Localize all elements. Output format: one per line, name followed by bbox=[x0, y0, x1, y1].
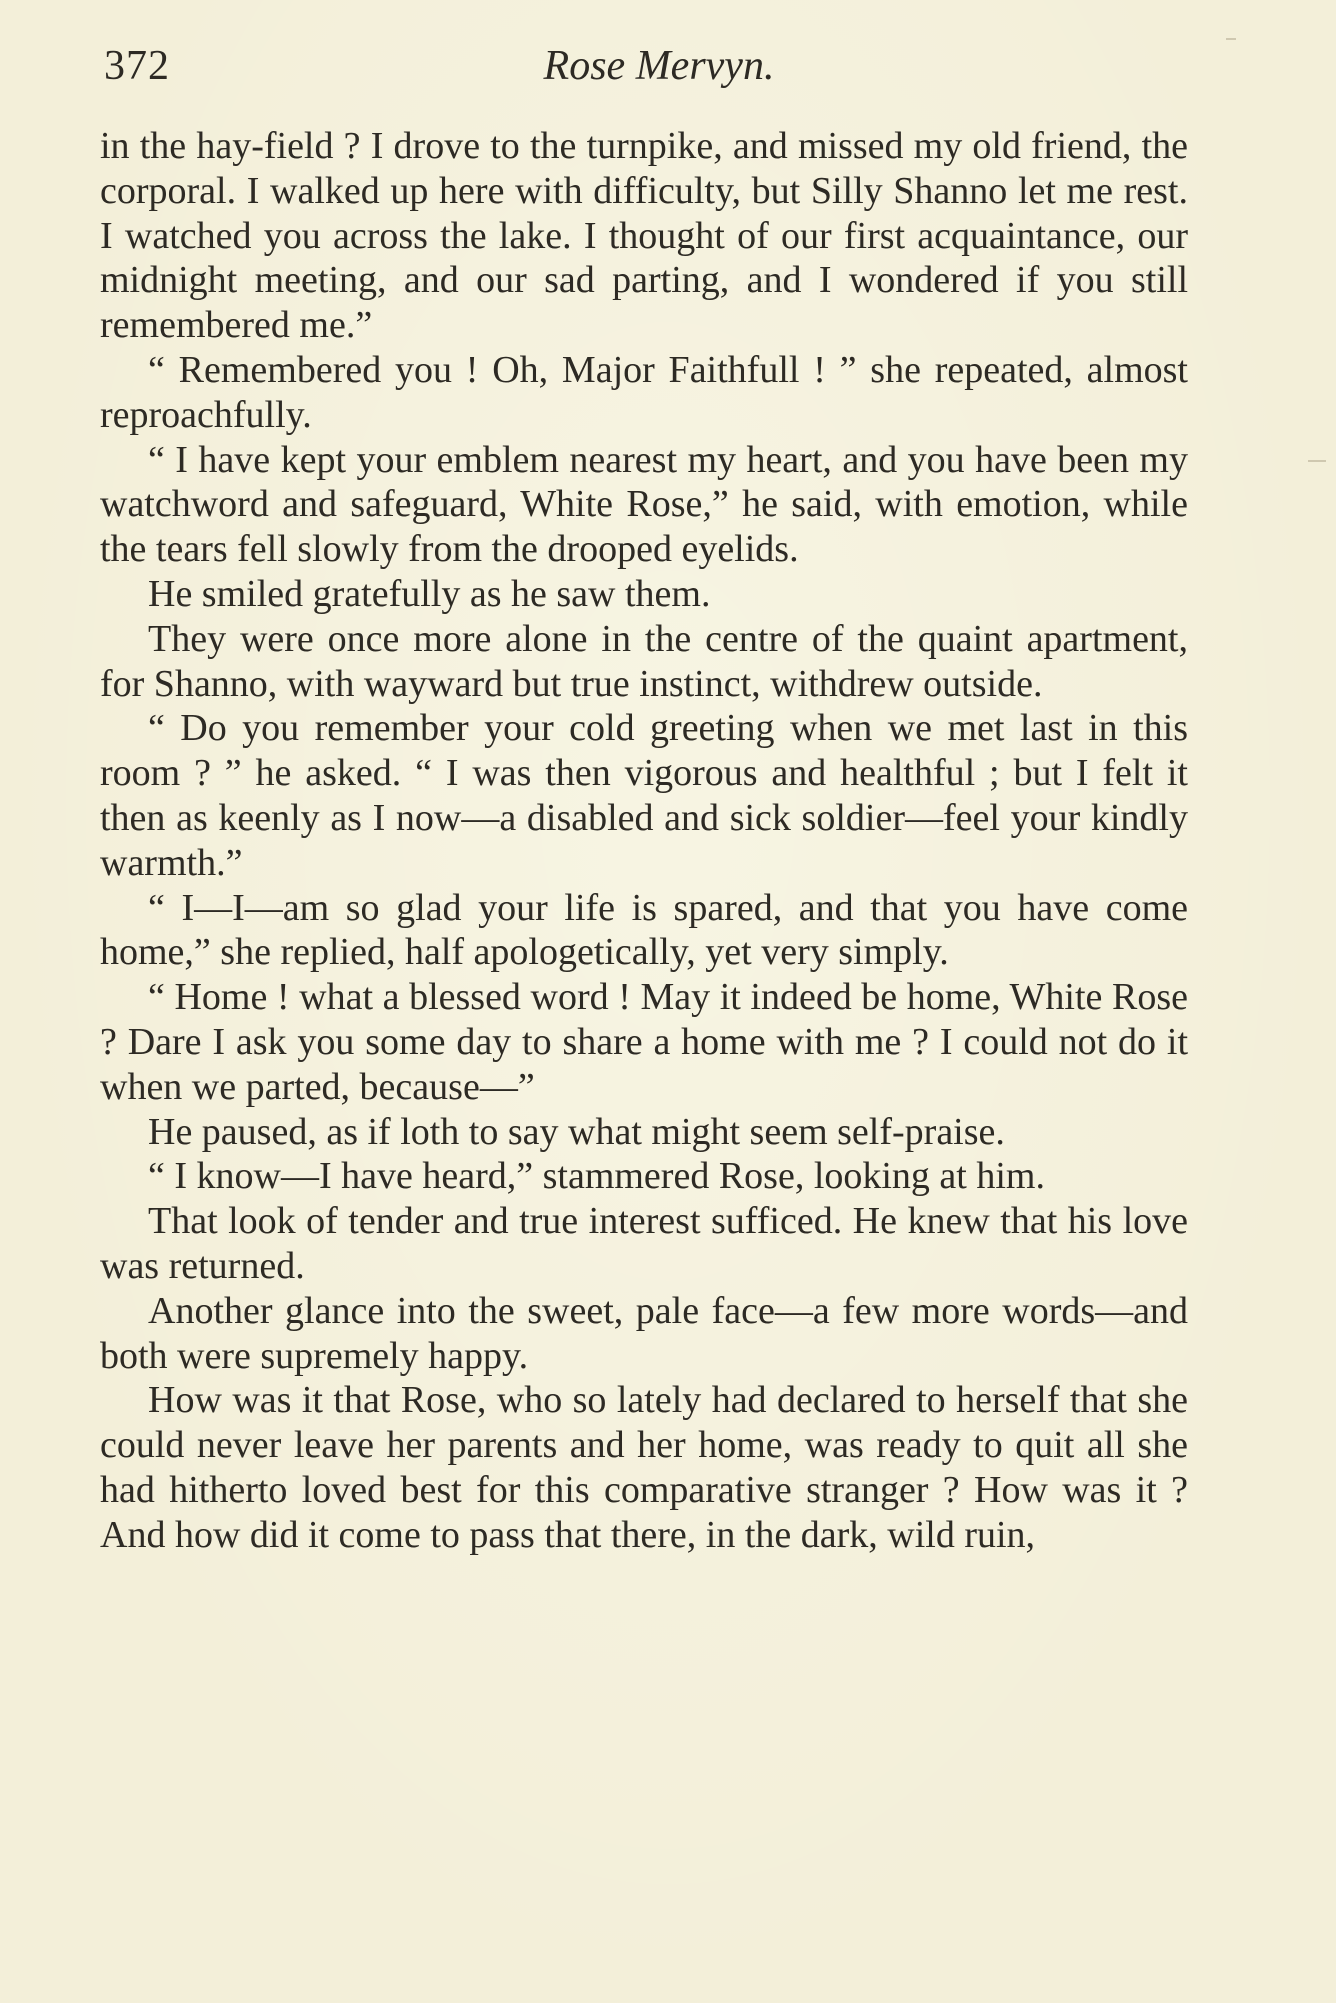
edge-speck bbox=[1308, 460, 1326, 462]
paragraph: Another glance into the sweet, pale face—a few more words—and both were supremely happy. bbox=[100, 1289, 1188, 1377]
paragraph: “ I have kept your emblem nearest my heart, and you have been my watchword and safeguard, White Rose,” he said, with emotion, while the tears fell slowly from the drooped eyelids. bbox=[100, 438, 1188, 571]
running-title: Rose Mervyn. bbox=[543, 43, 775, 89]
corner-speck bbox=[1226, 38, 1236, 40]
paragraph: “ I know—I have heard,” stammered Rose, looking at him. bbox=[148, 1155, 1045, 1198]
paragraph: “ Do you remember your cold greeting when we met last in this room ? ” he asked. “ I was then vigorous and healthful ; but I felt it then as keenly as I now—a disabled and sick soldier—feel your kindly warmth.” bbox=[100, 707, 1188, 884]
paragraph: He paused, as if loth to say what might seem self-praise. bbox=[148, 1110, 1005, 1153]
paragraph: “ I—I—am so glad your life is spared, and that you have come home,” she replied, half apologetically, yet very simply. bbox=[100, 886, 1188, 974]
page-number: 372 bbox=[104, 43, 170, 89]
paragraph: How was it that Rose, who so lately had declared to herself that she could never leave her parents and her home, was ready to quit all she had hitherto loved best for this comparative stranger ? How was it ? And how did it come to pass that there, in the dark, wild ruin, bbox=[100, 1379, 1188, 1556]
paragraph: in the hay-field ? I drove to the turnpike, and missed my old friend, the corporal. I walked up here with difficulty, but Silly Shanno let me rest. I watched you across the lake. I thought of our first acquaintance, our midnight meeting, and our sad parting, and I wondered if you still remembered me.” bbox=[100, 125, 1188, 347]
paragraph: They were once more alone in the centre of the quaint apartment, for Shanno, with wayward but true instinct, withdrew outside. bbox=[100, 617, 1188, 705]
paragraph: “ Home ! what a blessed word ! May it indeed be home, White Rose ? Dare I ask you some day to share a home with me ? I could not do it when we parted, because—” bbox=[100, 976, 1188, 1108]
body-text bbox=[100, 124, 1188, 1558]
paragraph: “ Remembered you ! Oh, Major Faithfull ! ” she repeated, almost reproachfully. bbox=[100, 348, 1188, 436]
paragraph: He smiled gratefully as he saw them. bbox=[148, 572, 711, 615]
running-head bbox=[104, 42, 1184, 102]
paragraph: That look of tender and true interest sufficed. He knew that his love was returned. bbox=[100, 1200, 1188, 1287]
